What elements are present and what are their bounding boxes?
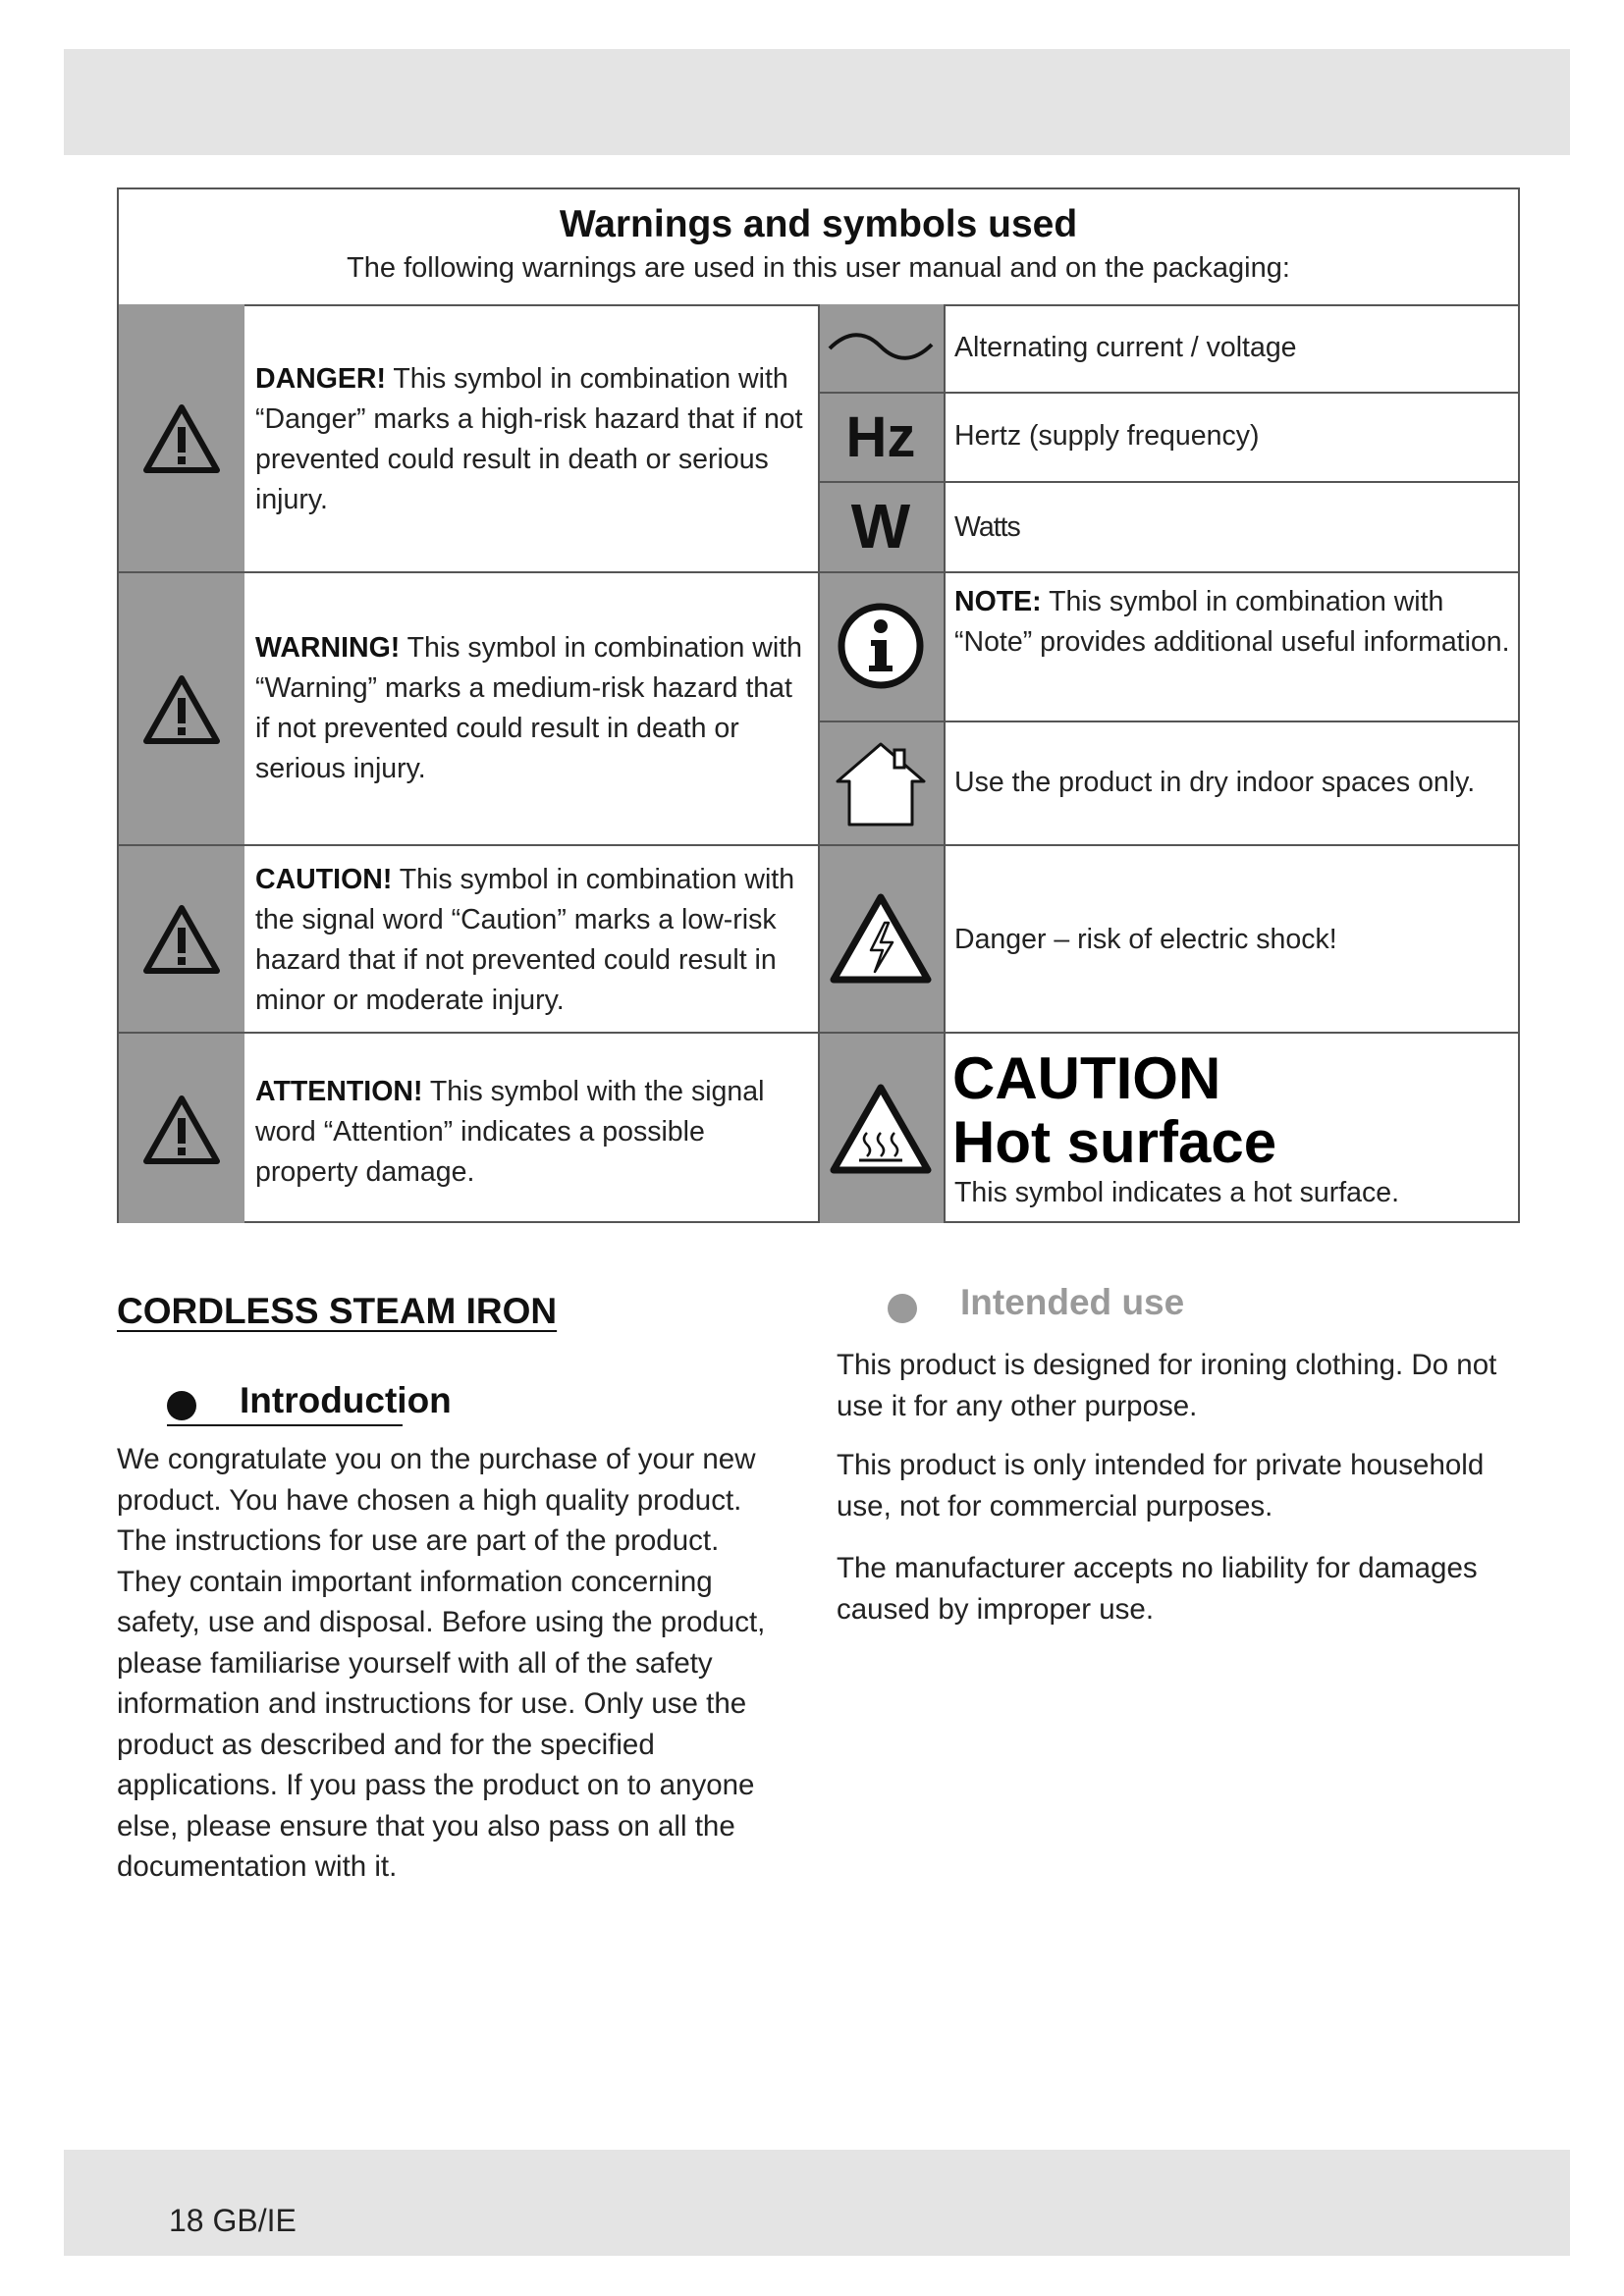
indoor-description: Use the product in dry indoor spaces only. (954, 767, 1476, 798)
warning-triangle-icon (140, 1091, 223, 1169)
warning-triangle-icon (140, 900, 223, 979)
intended-use-heading: Intended use (960, 1282, 1185, 1322)
page-number: 18 GB/IE (169, 2203, 297, 2238)
intended-use-paragraph-3: The manufacturer accepts no liability for damages caused by improper use. (837, 1552, 1478, 1626)
table-subtitle: The following warnings are used in this user manual and on the packaging: (347, 252, 1290, 284)
warning-triangle-icon (140, 400, 223, 478)
info-icon (820, 573, 942, 719)
bullet-icon (167, 1391, 196, 1420)
introduction-body: We congratulate you on the purchase of your new product. You have chosen a high quality product. The instructions for use are part of the product. They contain important information concerning safety, use and disposal. Before using the product, please familiarise yourself with all of the safety information and instructions for use. Only use the product as described and for the specified applications. If you pass the product on to anyone else, please ensure that you also pass on all the documentation with it. (117, 1443, 766, 1883)
watts-icon: W (850, 491, 911, 561)
header-band (64, 49, 1570, 155)
hot-surface-description: This symbol indicates a hot surface. (954, 1177, 1400, 1208)
house-icon (820, 722, 942, 842)
warnings-table (117, 187, 1520, 1223)
shock-description: Danger – risk of electric shock! (954, 924, 1337, 955)
section-title: CORDLESS STEAM IRON (117, 1291, 558, 1331)
note-description: NOTE: This symbol in combination with “Note” provides additional useful information. (954, 586, 1510, 658)
bullet-icon (888, 1294, 917, 1323)
hot-surface-caution-heading: CAUTION (952, 1045, 1221, 1111)
table-header (119, 189, 1518, 306)
hot-surface-heading: Hot surface (952, 1109, 1277, 1175)
intended-use-paragraph-1: This product is designed for ironing clothing. Do not use it for any other purpose. (837, 1349, 1497, 1422)
attention-description: ATTENTION! This symbol with the signal word “Attention” indicates a possible property damage. (255, 1076, 765, 1188)
electric-shock-icon (820, 846, 942, 1031)
caution-description: CAUTION! This symbol in combination with the signal word “Caution” marks a low-risk hazard that if not prevented could result in minor or moderate injury. (255, 864, 795, 1016)
intended-use-paragraph-2: This product is only intended for private household use, not for commercial purposes. (837, 1449, 1485, 1522)
alternating-current-icon (820, 312, 942, 381)
danger-description: DANGER! This symbol in combination with “Danger” marks a high-risk hazard that if not prevented could result in death or serious injury. (255, 363, 803, 515)
hot-surface-icon (820, 1034, 942, 1223)
table-title: Warnings and symbols used (559, 203, 1078, 245)
hertz-description: Hertz (supply frequency) (954, 420, 1260, 452)
warning-triangle-icon (140, 670, 223, 749)
hertz-icon: Hz (845, 404, 916, 469)
introduction-heading: Introduction (240, 1380, 452, 1420)
introduction-underline (167, 1424, 403, 1426)
ac-description: Alternating current / voltage (954, 332, 1297, 363)
warning-description: WARNING! This symbol in combination with “Warning” marks a medium-risk hazard that if not prevented could result in death or serious injury. (255, 632, 802, 784)
watts-description: Watts (954, 511, 1020, 543)
